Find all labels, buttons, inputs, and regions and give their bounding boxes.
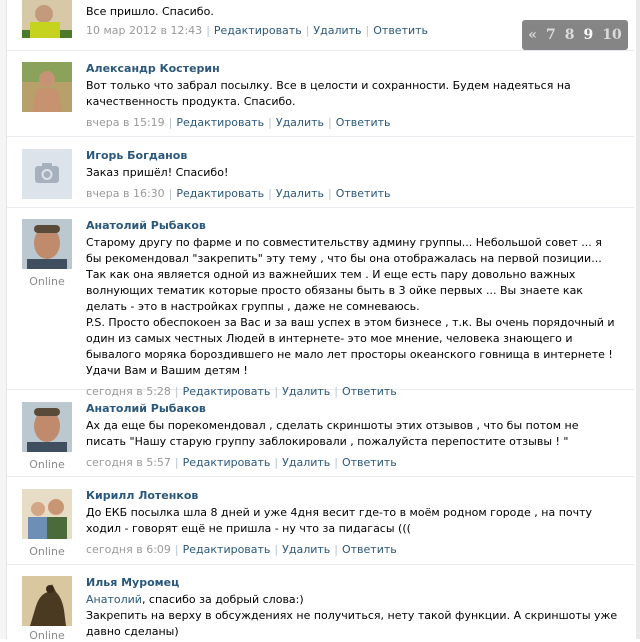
delete-link[interactable]: Удалить: [282, 456, 331, 469]
comment-meta: сегодня в 5:57 | Редактировать | Удалить | Ответить: [86, 456, 397, 469]
reply-link[interactable]: Ответить: [341, 543, 397, 556]
reply-link[interactable]: Ответить: [335, 116, 391, 129]
avatar[interactable]: [22, 576, 72, 626]
online-status: Online: [29, 629, 65, 642]
comment-meta: вчера в 15:19 | Редактировать | Удалить | Ответить: [86, 116, 391, 129]
comment-meta: 10 мар 2012 в 12:43 | Редактировать | Удалить | Ответить: [86, 24, 429, 37]
comment-meta: сегодня в 6:09 | Редактировать | Удалить | Ответить: [86, 543, 397, 556]
page-10-link[interactable]: 10: [602, 27, 622, 43]
comment-author[interactable]: Анатолий Рыбаков: [86, 219, 206, 232]
comment-post: [6, 390, 634, 477]
comment-author[interactable]: Александр Костерин: [86, 62, 220, 75]
comment-author[interactable]: Анатолий Рыбаков: [86, 402, 206, 415]
online-status: Online: [29, 545, 65, 558]
comment-text: До ЕКБ посылка шла 8 дней и уже 4дня весит где-то в моём родном городе , на почту ходил - говорят ещё не пришла - ну что за пидагасы (((: [86, 506, 593, 535]
comment-time: сегодня в 5:57: [86, 456, 171, 469]
edit-link[interactable]: Редактировать: [176, 116, 265, 129]
avatar[interactable]: [22, 402, 72, 452]
comment-text: Все пришло. Спасибо.: [86, 5, 214, 18]
page-8-link[interactable]: 8: [564, 27, 575, 43]
reply-link[interactable]: Ответить: [373, 24, 429, 37]
comment-text: Старому другу по фарме и по совместительству админу группы... Небольшой совет ... я бы рекомендовал "закрепить" эту тему , что бы она отображалась на первой позиции... Так как она является одной из важнейших тем . И еще есть пару довольно важных волнующих тематик которые просто обязаны быть в 3 ойке первых ... Вы знаете как делать - это в настройках группы , даже не сомневаюсь. P.S. Просто обеспокоен за Вас и за ваш успех в этом бизнесе , т.к. Вы очень порядочный и один из самых честных Людей в интернете- это мое мнение, человека знающего и бывалого моряка бороздившего не мало лет просторы океанского говнища в интернете ! Удачи Вам и Вашим детям !: [86, 236, 615, 377]
comment-meta: сегодня в 5:28 | Редактировать | Удалить | Ответить: [86, 385, 397, 398]
edit-link[interactable]: Редактировать: [182, 456, 271, 469]
comment-text: Анатолий, спасибо за добрый слова:) Закрепить на верху в обсуждениях не получиться, нету такой функции. А скриншоты уже давно сделаны): [86, 593, 618, 638]
comment-text: Ах да еще бы порекомендовал , сделать скриншоты этих отзывов , что бы потом не писать "Нашу старую группу заблокировали , пожалуйста перепостите отзывы ! ": [86, 419, 579, 448]
delete-link[interactable]: Удалить: [282, 385, 331, 398]
comment-post: [6, 208, 634, 398]
pagination: [522, 20, 628, 50]
delete-link[interactable]: Удалить: [275, 116, 324, 129]
edit-link[interactable]: Редактировать: [182, 385, 271, 398]
edit-link[interactable]: Редактировать: [176, 187, 265, 200]
avatar[interactable]: [22, 62, 72, 112]
scrollbar[interactable]: [636, 0, 640, 639]
delete-link[interactable]: Удалить: [275, 187, 324, 200]
comment-time: вчера в 15:19: [86, 116, 165, 129]
comment-post: [6, 137, 634, 208]
online-status: Online: [29, 275, 65, 288]
delete-link[interactable]: Удалить: [282, 543, 331, 556]
online-status: Online: [29, 458, 65, 471]
page-9-current[interactable]: 9: [583, 27, 594, 43]
prev-page-button[interactable]: «: [528, 27, 537, 43]
comment-post: [6, 477, 634, 565]
reply-link[interactable]: Ответить: [341, 385, 397, 398]
avatar[interactable]: [22, 489, 72, 539]
comment-text: Заказ пришёл! Спасибо!: [86, 166, 229, 179]
comment-meta: вчера в 16:30 | Редактировать | Удалить | Ответить: [86, 187, 391, 200]
avatar[interactable]: [22, 0, 72, 38]
comment-time: вчера в 16:30: [86, 187, 165, 200]
delete-link[interactable]: Удалить: [313, 24, 362, 37]
edit-link[interactable]: Редактировать: [213, 24, 302, 37]
avatar[interactable]: [22, 219, 72, 269]
comment-time: сегодня в 5:28: [86, 385, 171, 398]
comment-post: [6, 50, 634, 137]
edit-link[interactable]: Редактировать: [182, 543, 271, 556]
comment-time: 10 мар 2012 в 12:43: [86, 24, 203, 37]
reply-link[interactable]: Ответить: [341, 456, 397, 469]
mention-link[interactable]: Анатолий: [86, 593, 142, 606]
reply-link[interactable]: Ответить: [335, 187, 391, 200]
comment-author[interactable]: [86, 0, 618, 2]
comment-post: [6, 565, 634, 642]
comment-author[interactable]: Игорь Богданов: [86, 149, 188, 162]
comment-author[interactable]: Илья Муромец: [86, 576, 180, 589]
comment-author[interactable]: Кирилл Лотенков: [86, 489, 199, 502]
comment-time: сегодня в 6:09: [86, 543, 171, 556]
comment-text: Вот только что забрал посылку. Все в целости и сохранности. Будем надеяться на качественность продукта. Спасибо.: [86, 79, 571, 108]
avatar[interactable]: [22, 149, 72, 199]
page-7-link[interactable]: 7: [546, 27, 556, 43]
